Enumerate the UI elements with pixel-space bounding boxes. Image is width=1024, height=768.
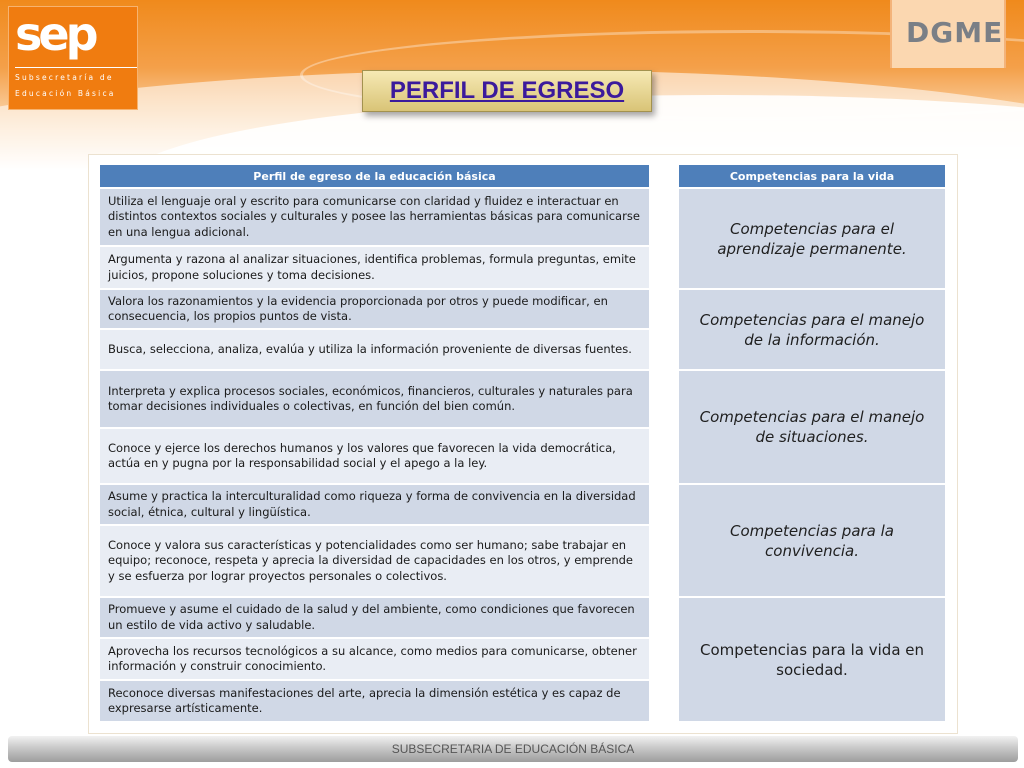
- profile-row: Reconoce diversas manifestaciones del arte, aprecia la dimensión estética y es capaz de expresarse artísticamente.: [100, 681, 649, 723]
- profile-row: Argumenta y razona al analizar situaciones, identifica problemas, formula preguntas, emite juicios, propone soluciones y toma decisiones.: [100, 247, 649, 290]
- profile-row: Aprovecha los recursos tecnológicos a su alcance, como medios para comunicarse, obtener información y construir conocimiento.: [100, 639, 649, 681]
- competency-cell: Competencias para el manejo de situaciones.: [679, 371, 945, 485]
- competency-cell: Competencias para el manejo de la información.: [679, 290, 945, 371]
- profile-row: Valora los razonamientos y la evidencia proporcionada por otros y puede modificar, en consecuencia, los propios puntos de vista.: [100, 290, 649, 330]
- profile-table-header: Perfil de egreso de la educación básica: [100, 165, 649, 189]
- sep-logo: [8, 6, 138, 110]
- competency-cell: Competencias para la convivencia.: [679, 485, 945, 598]
- competency-cell: Competencias para el aprendizaje permanente.: [679, 189, 945, 290]
- profile-row: Busca, selecciona, analiza, evalúa y utiliza la información proveniente de diversas fuentes.: [100, 330, 649, 371]
- competencies-table: [679, 165, 945, 723]
- profile-row: Utiliza el lenguaje oral y escrito para comunicarse con claridad y fluidez e interactuar en distintos contextos sociales y culturales y posee las herramientas básicas para comunicarse en una lengua adicional.: [100, 189, 649, 247]
- title-banner: [362, 70, 652, 112]
- profile-row: Promueve y asume el cuidado de la salud y del ambiente, como condiciones que favorecen un estilo de vida activo y saludable.: [100, 598, 649, 639]
- dgme-logo-word: DGME: [906, 16, 1004, 49]
- dgme-logo: [890, 0, 1006, 68]
- competency-cell: Competencias para la vida en sociedad.: [679, 598, 945, 723]
- competencies-table-header: Competencias para la vida: [679, 165, 945, 189]
- footer-bar: [8, 736, 1018, 762]
- footer-text: SUBSECRETARIA DE EDUCACIÓN BÁSICA: [391, 742, 635, 756]
- page-title: PERFIL DE EGRESO: [389, 77, 625, 104]
- profile-row: Asume y practica la interculturalidad como riqueza y forma de convivencia en la diversidad social, étnica, cultural y lingüística.: [100, 485, 649, 526]
- sep-logo-word: sep: [15, 7, 95, 61]
- sep-logo-line2: Educación Básica: [15, 89, 116, 98]
- profile-table: [100, 165, 649, 723]
- profile-row: Conoce y valora sus características y potencialidades como ser humano; sabe trabajar en equipo; reconoce, respeta y aprecia la diversidad de capacidades en los otros, y emprende y se esfuerza por lograr proyectos personales o colectivos.: [100, 526, 649, 598]
- profile-row: Conoce y ejerce los derechos humanos y los valores que favorecen la vida democrática, actúa en y pugna por la responsabilidad social y el apego a la ley.: [100, 429, 649, 485]
- profile-row: Interpreta y explica procesos sociales, económicos, financieros, culturales y naturales para tomar decisiones individuales o colectivas, en función del bien común.: [100, 371, 649, 429]
- sep-logo-subtitle: [15, 67, 137, 102]
- sep-logo-line1: Subsecretaría de: [15, 73, 114, 82]
